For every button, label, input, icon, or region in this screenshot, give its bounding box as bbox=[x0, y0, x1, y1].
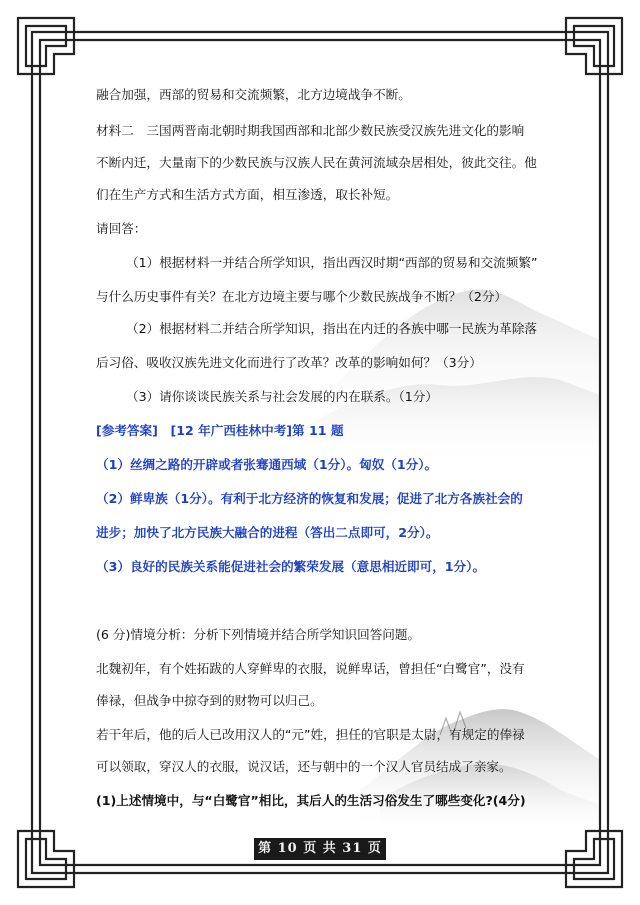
question-3: （3）请你谈谈民族关系与社会发展的内在联系。（1分） bbox=[126, 389, 438, 404]
answer-header: [参考答案] [12 年广西桂林中考]第 11 题 bbox=[96, 423, 344, 438]
text-line: 融合加强，西部的贸易和交流频繁，北方边境战争不断。 bbox=[96, 87, 411, 102]
text-line: 们在生产方式和生活方式方面，相互渗透，取长补短。 bbox=[96, 187, 399, 202]
text-line: 与什么历史事件有关？在北方边境主要与哪个少数民族战争不断？（2分） bbox=[96, 289, 508, 304]
text-line: 俸禄，但战争中掠夺到的财物可以归己。 bbox=[96, 693, 323, 708]
question-2: （2）根据材料二并结合所学知识，指出在内迁的各族中哪一民族为革除落 bbox=[126, 321, 538, 336]
answer-line: （1）丝绸之路的开辟或者张骞通西域（1分）。匈奴（1分）。 bbox=[96, 457, 438, 472]
text-line: 不断内迁，大量南下的少数民族与汉族人民在黄河流域杂居相处，彼此交往。他 bbox=[96, 155, 537, 170]
answer-prompt: 请回答： bbox=[96, 221, 147, 236]
sub-question-1: (1)上述情境中，与“白鹭官”相比，其后人的生活习俗发生了哪些变化?(4分) bbox=[96, 793, 526, 808]
text-line: 后习俗、吸收汉族先进文化而进行了改革？改革的影响如何？（3分） bbox=[96, 355, 482, 370]
text-line: 可以领取，穿汉人的衣服，说汉话，还与朝中的一个汉人官员结成了亲家。 bbox=[96, 759, 512, 774]
answer-line: 进步；加快了北方民族大融合的进程（答出二点即可，2分）。 bbox=[96, 525, 439, 540]
question-1: （1）根据材料一并结合所学知识，指出西汉时期“西部的贸易和交流频繁” bbox=[126, 255, 538, 270]
text-line: 若干年后，他的后人已改用汉人的“元”姓，担任的官职是太尉，有规定的俸禄 bbox=[96, 727, 525, 742]
answer-line: （2）鲜卑族（1分）。有利于北方经济的恢复和发展；促进了北方各族社会的 bbox=[96, 491, 523, 506]
material-two-line: 材料二 三国两晋南北朝时期我国西部和北部少数民族受汉族先进文化的影响 bbox=[96, 123, 525, 138]
answer-line: （3）良好的民族关系能促进社会的繁荣发展（意思相近即可，1分）。 bbox=[96, 559, 486, 574]
scenario-question-title: (6 分)情境分析：分析下列情境并结合所学知识回答问题。 bbox=[96, 627, 421, 642]
page-number: 第 10 页 共 31 页 bbox=[254, 838, 386, 860]
text-line: 北魏初年，有个姓拓跋的人穿鲜卑的衣服，说鲜卑话，曾担任“白鹭官”，没有 bbox=[96, 661, 525, 676]
